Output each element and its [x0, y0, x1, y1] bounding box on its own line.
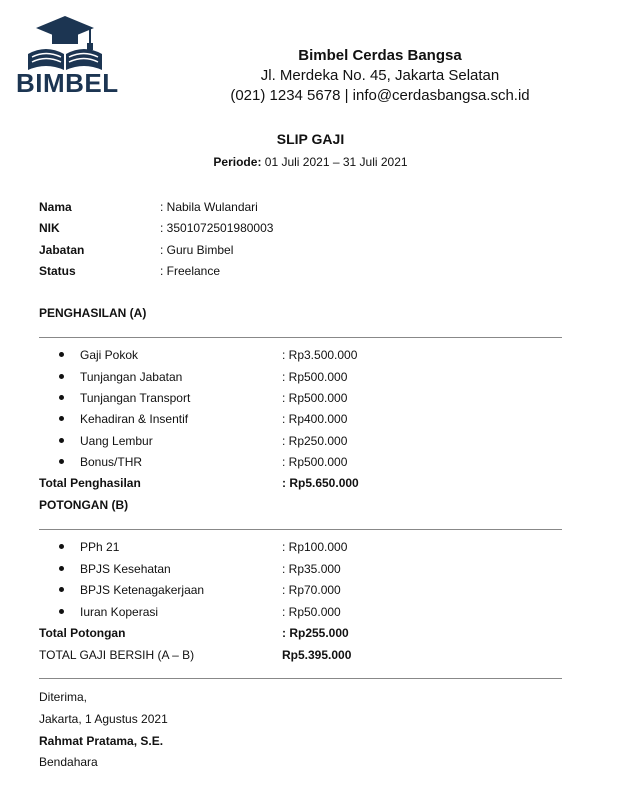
total-label: Total Penghasilan: [39, 476, 141, 490]
item-name: Bonus/THR: [80, 455, 143, 469]
total-label: Total Potongan: [39, 626, 126, 640]
item-amount: : Rp100.000: [282, 540, 348, 554]
bullet-icon: [59, 587, 64, 592]
received-label: Diterima,: [39, 690, 88, 704]
logo-text: BIMBEL: [16, 68, 119, 98]
item-amount: : Rp35.000: [282, 562, 341, 576]
period-label: Periode:: [213, 155, 262, 169]
field-value: : Nabila Wulandari: [160, 200, 258, 214]
bullet-icon: [59, 352, 64, 357]
item-amount: : Rp70.000: [282, 583, 341, 597]
income-heading: PENGHASILAN (A): [39, 306, 147, 320]
item-name: Kehadiran & Insentif: [80, 412, 189, 426]
divider: [39, 529, 562, 530]
company-name: Bimbel Cerdas Bangsa: [298, 47, 462, 64]
signer-name: Rahmat Pratama, S.E.: [39, 734, 164, 748]
divider: [39, 678, 562, 679]
divider: [39, 337, 562, 338]
item-amount: : Rp500.000: [282, 455, 348, 469]
signer-role: Bendahara: [39, 755, 98, 769]
item-amount: : Rp500.000: [282, 391, 348, 405]
deductions-heading: POTONGAN (B): [39, 498, 129, 512]
place-date: Jakarta, 1 Agustus 2021: [39, 712, 168, 726]
item-amount: : Rp500.000: [282, 370, 348, 384]
period-value: 01 Juli 2021 – 31 Juli 2021: [264, 155, 408, 169]
field-value: : Freelance: [160, 264, 221, 278]
item-name: Iuran Koperasi: [80, 605, 159, 619]
bullet-icon: [59, 416, 64, 421]
bullet-icon: [59, 374, 64, 379]
item-name: BPJS Ketenagakerjaan: [80, 583, 205, 597]
item-name: BPJS Kesehatan: [80, 562, 171, 576]
field-label: Jabatan: [39, 243, 85, 257]
bullet-icon: [59, 438, 64, 443]
item-name: Gaji Pokok: [80, 348, 139, 362]
pay-period: [0, 155, 621, 169]
item-name: Tunjangan Jabatan: [80, 370, 183, 384]
item-name: Uang Lembur: [80, 434, 153, 448]
item-name: Tunjangan Transport: [80, 391, 191, 405]
total-value: : Rp255.000: [282, 626, 349, 640]
field-value: : Guru Bimbel: [160, 243, 234, 257]
field-value: : 3501072501980003: [160, 221, 274, 235]
field-label: Status: [39, 264, 76, 278]
item-name: PPh 21: [80, 540, 120, 554]
item-amount: : Rp50.000: [282, 605, 341, 619]
company-logo: [16, 14, 119, 98]
document-title: SLIP GAJI: [276, 131, 345, 147]
total-value: : Rp5.650.000: [282, 476, 359, 490]
item-amount: : Rp250.000: [282, 434, 348, 448]
field-label: Nama: [39, 200, 72, 214]
bullet-icon: [59, 459, 64, 464]
bullet-icon: [59, 395, 64, 400]
bullet-icon: [59, 544, 64, 549]
net-pay-value: Rp5.395.000: [282, 648, 352, 662]
item-amount: : Rp400.000: [282, 412, 348, 426]
item-amount: : Rp3.500.000: [282, 348, 358, 362]
net-pay-label: TOTAL GAJI BERSIH (A – B): [39, 648, 195, 662]
company-address: Jl. Merdeka No. 45, Jakarta Selatan: [260, 67, 500, 84]
company-contact: (021) 1234 5678 | info@cerdasbangsa.sch.id: [230, 87, 530, 104]
bullet-icon: [59, 566, 64, 571]
field-label: NIK: [39, 221, 60, 235]
bullet-icon: [59, 609, 64, 614]
